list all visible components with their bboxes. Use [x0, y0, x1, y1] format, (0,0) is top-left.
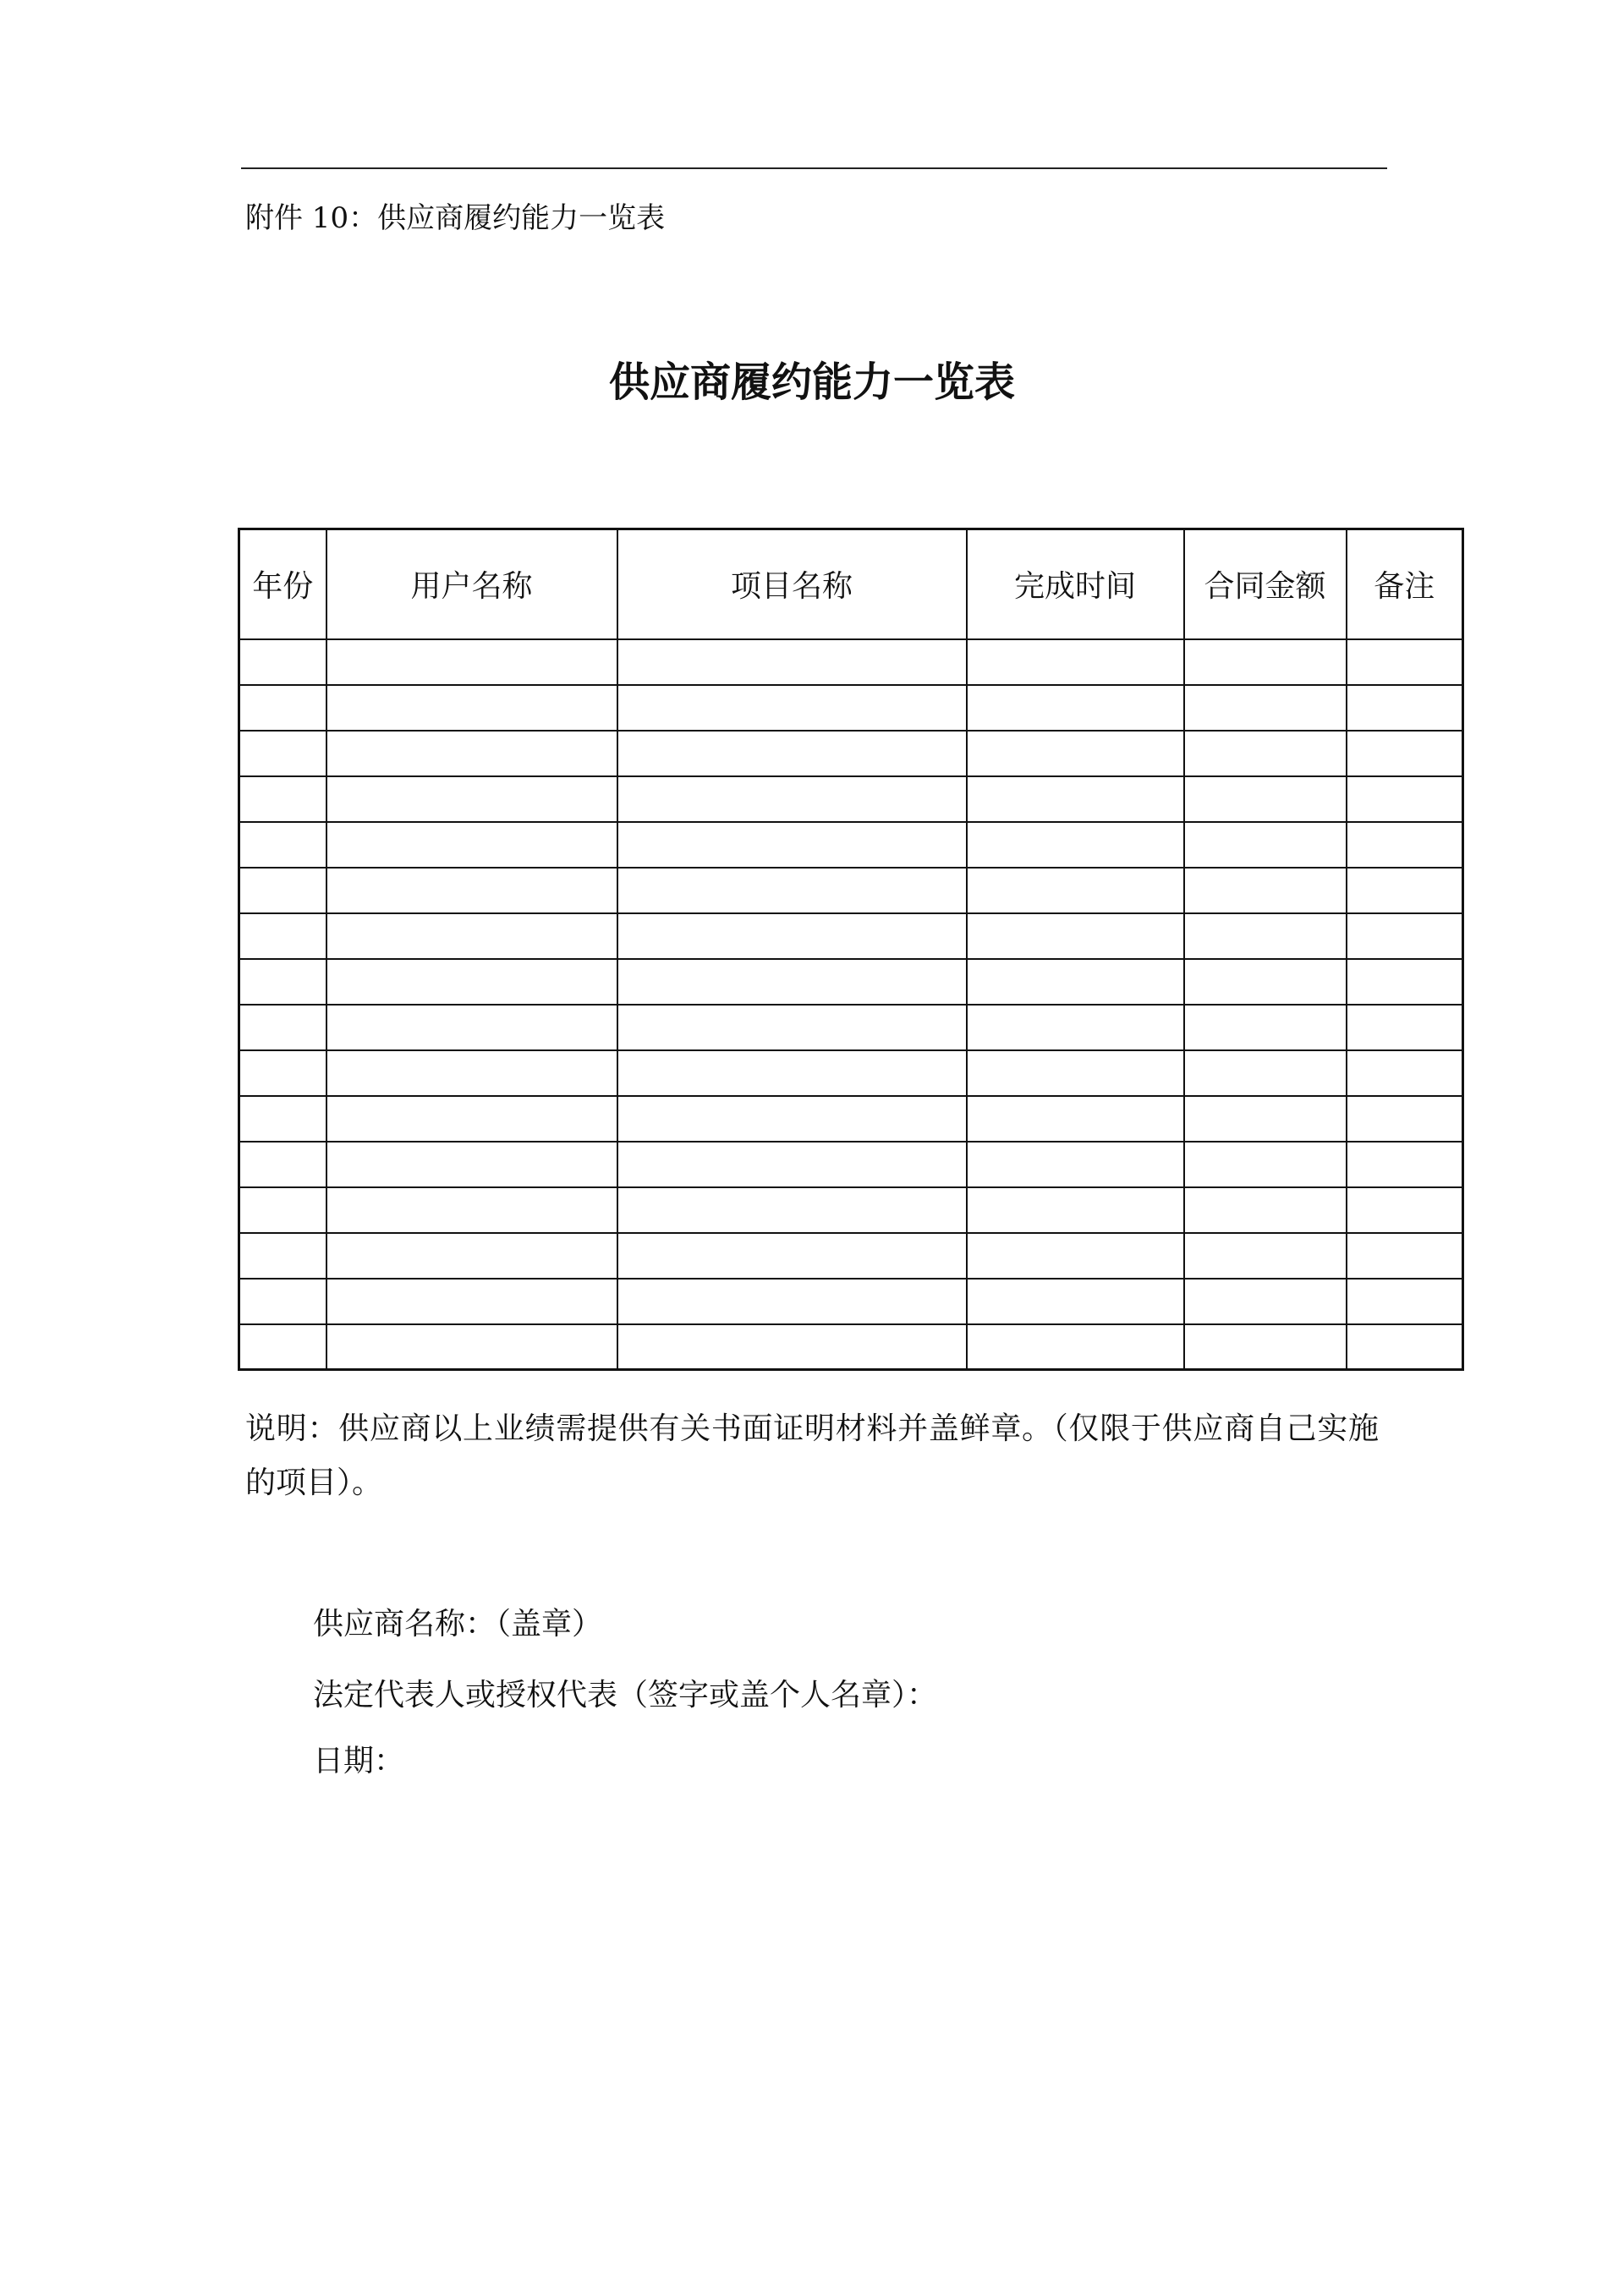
- table-cell: [617, 913, 967, 959]
- table-header-row: [239, 529, 1463, 639]
- table-cell: [967, 685, 1184, 731]
- table-cell: [1184, 868, 1347, 913]
- table-row: [239, 959, 1463, 1005]
- table-cell: [1347, 1096, 1463, 1142]
- performance-table: [238, 528, 1464, 1371]
- page-title: 供应商履约能力一览表: [608, 359, 1015, 406]
- table-cell: [1184, 731, 1347, 776]
- table-cell: [239, 639, 326, 685]
- table-cell: [967, 913, 1184, 959]
- table-cell: [617, 1324, 967, 1370]
- table-cell: [326, 776, 617, 822]
- table-cell: [967, 639, 1184, 685]
- table-cell: [326, 1142, 617, 1187]
- table-cell: [617, 1050, 967, 1096]
- table-row: [239, 822, 1463, 868]
- table-cell: [1347, 959, 1463, 1005]
- table-cell: [617, 1096, 967, 1142]
- table-cell: [239, 1050, 326, 1096]
- table-cell: [239, 1142, 326, 1187]
- table-cell: [239, 913, 326, 959]
- table-cell: [239, 1324, 326, 1370]
- table-cell: [326, 868, 617, 913]
- table-cell: [967, 868, 1184, 913]
- table-row: [239, 1005, 1463, 1050]
- table-cell: [1347, 1324, 1463, 1370]
- table-cell: [1184, 1233, 1347, 1279]
- table-row: [239, 776, 1463, 822]
- table-cell: [326, 1050, 617, 1096]
- table-row: [239, 1233, 1463, 1279]
- table-cell: [617, 731, 967, 776]
- table-cell: [1347, 685, 1463, 731]
- table-cell: [1184, 1324, 1347, 1370]
- table-cell: [326, 1187, 617, 1233]
- representative-signature-line: 法定代表人或授权代表（签字或盖个人名章）：: [313, 1678, 938, 1712]
- table-cell: [1347, 1279, 1463, 1324]
- table-cell: [239, 776, 326, 822]
- supplier-name-line: 供应商名称：（盖章）: [313, 1607, 603, 1641]
- table-cell: [1347, 868, 1463, 913]
- table-row: [239, 639, 1463, 685]
- table-cell: [617, 1233, 967, 1279]
- table-cell: [326, 913, 617, 959]
- table-cell: [1347, 731, 1463, 776]
- table-cell: [967, 1142, 1184, 1187]
- column-header-contract-amount: 合同金额: [1184, 529, 1347, 639]
- column-header-remarks: 备注: [1347, 529, 1463, 639]
- table-cell: [617, 639, 967, 685]
- table-cell: [239, 1187, 326, 1233]
- table-cell: [1184, 1187, 1347, 1233]
- table-cell: [967, 731, 1184, 776]
- table-cell: [239, 959, 326, 1005]
- table-cell: [1184, 822, 1347, 868]
- table-cell: [1184, 1050, 1347, 1096]
- table-cell: [967, 959, 1184, 1005]
- table-cell: [1184, 685, 1347, 731]
- table-cell: [617, 868, 967, 913]
- table-cell: [967, 1187, 1184, 1233]
- table-cell: [1347, 1142, 1463, 1187]
- table-cell: [1184, 1096, 1347, 1142]
- table-row: [239, 868, 1463, 913]
- table-cell: [617, 776, 967, 822]
- column-header-project-name: 项目名称: [617, 529, 967, 639]
- table-cell: [326, 1279, 617, 1324]
- table-cell: [326, 959, 617, 1005]
- table-row: [239, 731, 1463, 776]
- table-cell: [1184, 1279, 1347, 1324]
- column-header-completion-time: 完成时间: [967, 529, 1184, 639]
- table-cell: [967, 776, 1184, 822]
- column-header-client-name: 用户名称: [326, 529, 617, 639]
- table-cell: [1347, 639, 1463, 685]
- table-cell: [239, 1233, 326, 1279]
- date-line: 日期：: [313, 1744, 405, 1778]
- table-cell: [239, 1005, 326, 1050]
- table-cell: [239, 731, 326, 776]
- table-cell: [326, 1096, 617, 1142]
- table-row: [239, 1279, 1463, 1324]
- table-cell: [326, 1324, 617, 1370]
- table-row: [239, 1187, 1463, 1233]
- table-row: [239, 913, 1463, 959]
- table-cell: [239, 868, 326, 913]
- table-cell: [1184, 639, 1347, 685]
- attachment-label: 附件 10：供应商履约能力一览表: [245, 201, 666, 235]
- table-cell: [617, 1142, 967, 1187]
- table-cell: [239, 1096, 326, 1142]
- table-cell: [326, 822, 617, 868]
- table-cell: [1184, 776, 1347, 822]
- table-cell: [326, 1005, 617, 1050]
- table-cell: [967, 1050, 1184, 1096]
- table-cell: [1347, 776, 1463, 822]
- table-cell: [239, 685, 326, 731]
- table-cell: [1347, 1187, 1463, 1233]
- table-cell: [967, 1005, 1184, 1050]
- table-cell: [1184, 913, 1347, 959]
- table-cell: [617, 1187, 967, 1233]
- table-cell: [967, 1324, 1184, 1370]
- table-row: [239, 1324, 1463, 1370]
- column-header-year: 年份: [239, 529, 326, 639]
- table-row: [239, 1050, 1463, 1096]
- header-rule: [241, 167, 1387, 169]
- table-row: [239, 1142, 1463, 1187]
- table-cell: [617, 822, 967, 868]
- table-cell: [326, 639, 617, 685]
- table-cell: [617, 685, 967, 731]
- table-cell: [967, 1233, 1184, 1279]
- explanatory-note: 说明：供应商以上业绩需提供有关书面证明材料并盖鲜章。（仅限于供应商自己实施的项目）。: [245, 1411, 1379, 1500]
- table-cell: [1184, 959, 1347, 1005]
- table-cell: [967, 1096, 1184, 1142]
- table-cell: [1347, 1233, 1463, 1279]
- table-cell: [617, 1279, 967, 1324]
- table-cell: [1184, 1142, 1347, 1187]
- table-cell: [1347, 913, 1463, 959]
- table-cell: [239, 1279, 326, 1324]
- table-row: [239, 1096, 1463, 1142]
- table-row: [239, 685, 1463, 731]
- table-cell: [617, 959, 967, 1005]
- table-body: [239, 639, 1463, 1370]
- table-cell: [1347, 1050, 1463, 1096]
- table-cell: [1184, 1005, 1347, 1050]
- table-cell: [239, 822, 326, 868]
- table-cell: [326, 731, 617, 776]
- table-cell: [967, 822, 1184, 868]
- table-cell: [326, 1233, 617, 1279]
- table-cell: [967, 1279, 1184, 1324]
- table-cell: [1347, 1005, 1463, 1050]
- table-cell: [1347, 822, 1463, 868]
- table-cell: [326, 685, 617, 731]
- table-cell: [617, 1005, 967, 1050]
